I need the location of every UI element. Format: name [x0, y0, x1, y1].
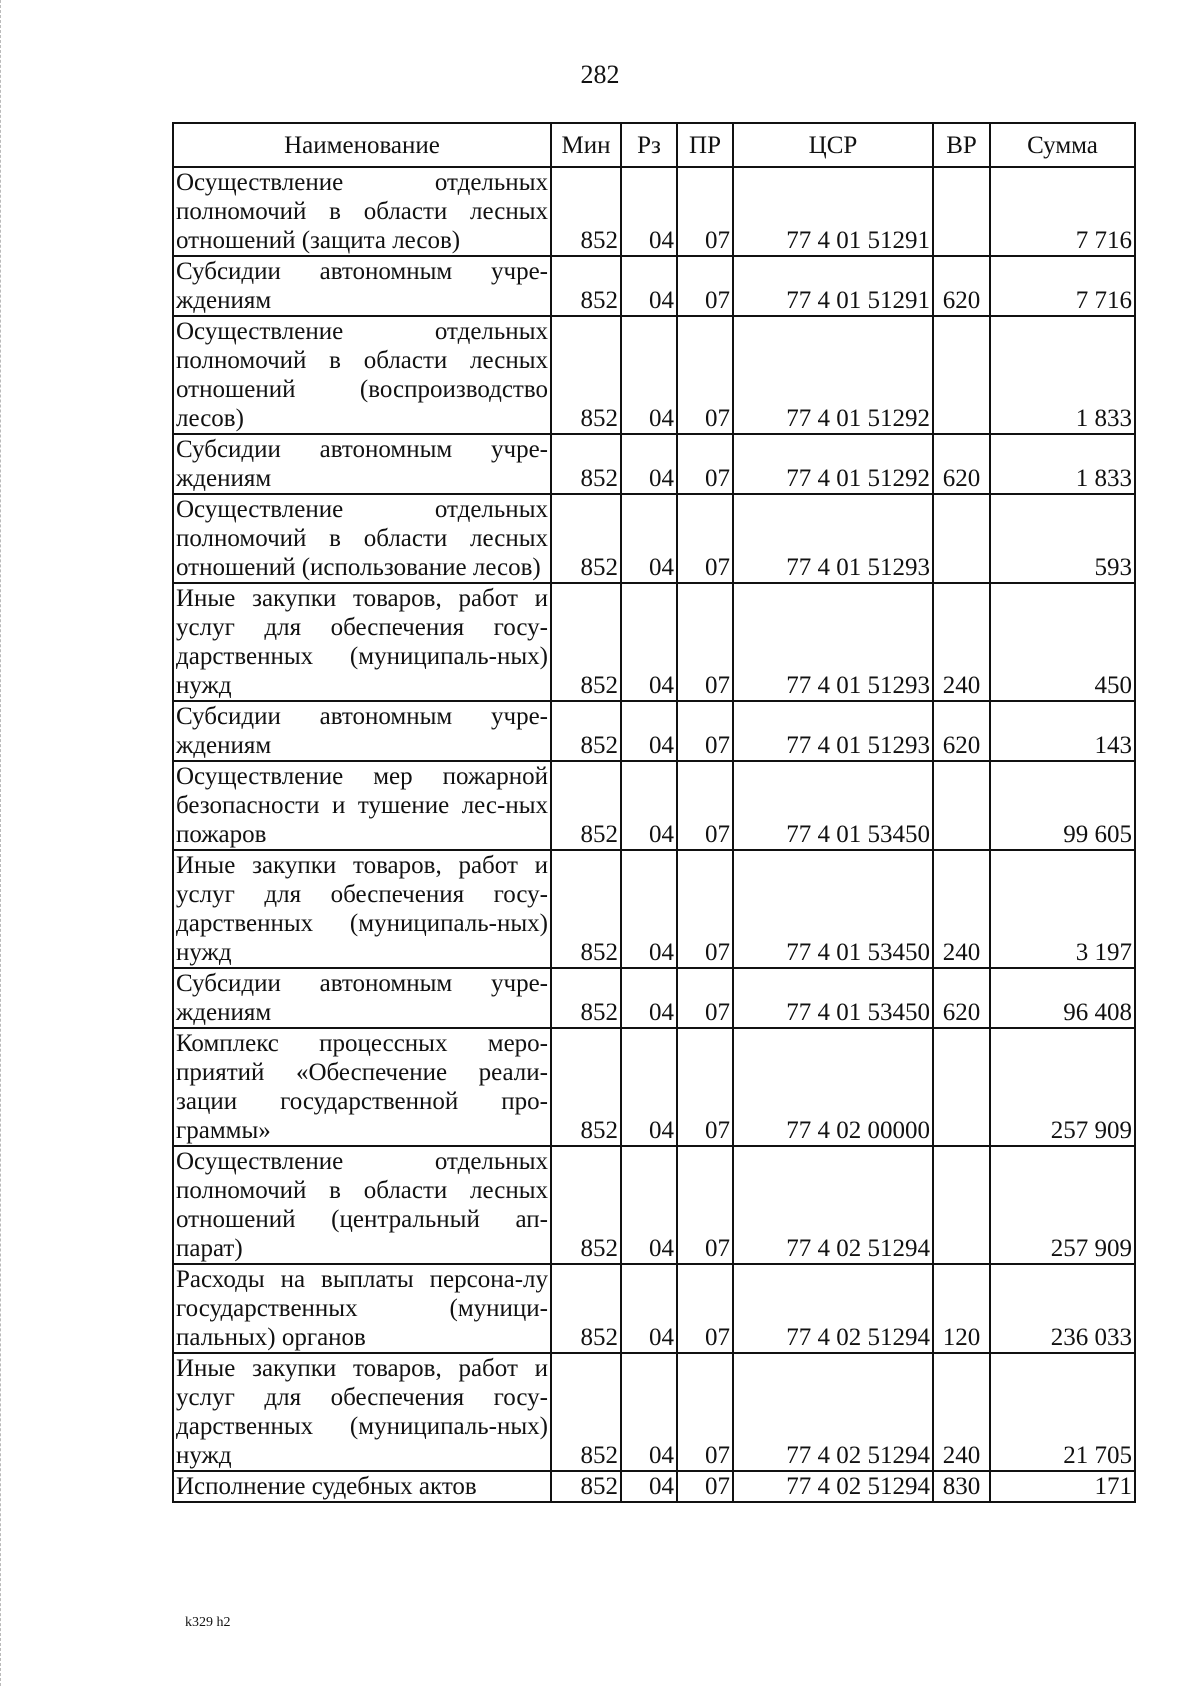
- cell-name: Субсидии автономным учре-ждениям: [173, 701, 551, 761]
- cell-sum: 593: [990, 494, 1135, 583]
- cell-vr: 240: [933, 1353, 990, 1471]
- budget-table: [172, 122, 1136, 1503]
- cell-rz: 04: [621, 701, 677, 761]
- header-min: Мин: [551, 123, 621, 167]
- table-row: [173, 1146, 1135, 1264]
- cell-pr: 07: [677, 1353, 733, 1471]
- cell-rz: 04: [621, 1471, 677, 1502]
- cell-min: 852: [551, 1471, 621, 1502]
- cell-pr: 07: [677, 1146, 733, 1264]
- cell-min: 852: [551, 1353, 621, 1471]
- table-row: [173, 494, 1135, 583]
- cell-csr: 77 4 01 53450: [733, 761, 933, 850]
- cell-csr: 77 4 01 51293: [733, 583, 933, 701]
- cell-rz: 04: [621, 761, 677, 850]
- cell-pr: 07: [677, 761, 733, 850]
- cell-vr: 240: [933, 583, 990, 701]
- cell-name: Субсидии автономным учре-ждениям: [173, 968, 551, 1028]
- footer-code: k329 h2: [185, 1615, 231, 1630]
- cell-vr: 240: [933, 850, 990, 968]
- table-row: [173, 583, 1135, 701]
- cell-name: Комплекс процессных меро-приятий «Обеспечение реали-зации государственной про-граммы»: [173, 1028, 551, 1146]
- cell-min: 852: [551, 1146, 621, 1264]
- cell-pr: 07: [677, 1028, 733, 1146]
- cell-rz: 04: [621, 256, 677, 316]
- header-pr: ПР: [677, 123, 733, 167]
- cell-min: 852: [551, 316, 621, 434]
- cell-sum: 99 605: [990, 761, 1135, 850]
- cell-vr: [933, 494, 990, 583]
- table-row: [173, 167, 1135, 256]
- cell-csr: 77 4 01 51293: [733, 494, 933, 583]
- cell-sum: 21 705: [990, 1353, 1135, 1471]
- cell-sum: 143: [990, 701, 1135, 761]
- cell-name: Субсидии автономным учре-ждениям: [173, 434, 551, 494]
- cell-sum: 450: [990, 583, 1135, 701]
- cell-rz: 04: [621, 1353, 677, 1471]
- cell-pr: 07: [677, 494, 733, 583]
- cell-name: Иные закупки товаров, работ и услуг для обеспечения госу-дарственных (муниципаль-ных) нужд: [173, 1353, 551, 1471]
- cell-pr: 07: [677, 167, 733, 256]
- header-csr: ЦСР: [733, 123, 933, 167]
- cell-rz: 04: [621, 1146, 677, 1264]
- cell-pr: 07: [677, 968, 733, 1028]
- cell-sum: 1 833: [990, 316, 1135, 434]
- cell-min: 852: [551, 256, 621, 316]
- cell-vr: 620: [933, 434, 990, 494]
- cell-sum: 171: [990, 1471, 1135, 1502]
- cell-pr: 07: [677, 316, 733, 434]
- cell-sum: 7 716: [990, 256, 1135, 316]
- table-body: [173, 167, 1135, 1502]
- cell-name: Осуществление мер пожарной безопасности и тушение лес-ных пожаров: [173, 761, 551, 850]
- cell-rz: 04: [621, 968, 677, 1028]
- table-row: [173, 1028, 1135, 1146]
- cell-rz: 04: [621, 583, 677, 701]
- cell-vr: [933, 316, 990, 434]
- cell-csr: 77 4 01 53450: [733, 968, 933, 1028]
- cell-csr: 77 4 01 51291: [733, 256, 933, 316]
- cell-min: 852: [551, 1264, 621, 1353]
- table-row: [173, 1353, 1135, 1471]
- cell-csr: 77 4 01 51291: [733, 167, 933, 256]
- cell-min: 852: [551, 583, 621, 701]
- header-vr: ВР: [933, 123, 990, 167]
- cell-csr: 77 4 01 51293: [733, 701, 933, 761]
- cell-rz: 04: [621, 167, 677, 256]
- cell-vr: 120: [933, 1264, 990, 1353]
- cell-rz: 04: [621, 434, 677, 494]
- cell-csr: 77 4 02 51294: [733, 1264, 933, 1353]
- cell-vr: [933, 1028, 990, 1146]
- cell-name: Иные закупки товаров, работ и услуг для обеспечения госу-дарственных (муниципаль-ных) нужд: [173, 850, 551, 968]
- table-header: [173, 123, 1135, 167]
- cell-rz: 04: [621, 316, 677, 434]
- cell-sum: 7 716: [990, 167, 1135, 256]
- cell-min: 852: [551, 850, 621, 968]
- table-row: [173, 850, 1135, 968]
- cell-name: Осуществление отдельных полномочий в области лесных отношений (центральный ап-парат): [173, 1146, 551, 1264]
- cell-sum: 257 909: [990, 1146, 1135, 1264]
- table-row: [173, 968, 1135, 1028]
- cell-csr: 77 4 02 51294: [733, 1353, 933, 1471]
- table-row: [173, 1471, 1135, 1502]
- table-row: [173, 701, 1135, 761]
- cell-min: 852: [551, 494, 621, 583]
- cell-pr: 07: [677, 850, 733, 968]
- table-row: [173, 434, 1135, 494]
- cell-name: Иные закупки товаров, работ и услуг для обеспечения госу-дарственных (муниципаль-ных) нужд: [173, 583, 551, 701]
- header-sum: Сумма: [990, 123, 1135, 167]
- cell-vr: 620: [933, 701, 990, 761]
- cell-sum: 3 197: [990, 850, 1135, 968]
- cell-min: 852: [551, 968, 621, 1028]
- page-edge: [0, 0, 2, 1686]
- cell-sum: 257 909: [990, 1028, 1135, 1146]
- cell-vr: 620: [933, 256, 990, 316]
- header-name: Наименование: [173, 123, 551, 167]
- cell-min: 852: [551, 1028, 621, 1146]
- cell-pr: 07: [677, 701, 733, 761]
- cell-vr: [933, 1146, 990, 1264]
- cell-sum: 236 033: [990, 1264, 1135, 1353]
- cell-csr: 77 4 01 53450: [733, 850, 933, 968]
- cell-name: Исполнение судебных актов: [173, 1471, 551, 1502]
- cell-name: Расходы на выплаты персона-лу государственных (муници-пальных) органов: [173, 1264, 551, 1353]
- table-row: [173, 316, 1135, 434]
- cell-pr: 07: [677, 434, 733, 494]
- cell-csr: 77 4 02 00000: [733, 1028, 933, 1146]
- cell-name: Субсидии автономным учре-ждениям: [173, 256, 551, 316]
- cell-csr: 77 4 02 51294: [733, 1146, 933, 1264]
- page-number: 282: [580, 60, 620, 89]
- cell-min: 852: [551, 167, 621, 256]
- header-rz: Рз: [621, 123, 677, 167]
- cell-vr: [933, 761, 990, 850]
- cell-csr: 77 4 01 51292: [733, 434, 933, 494]
- cell-vr: 830: [933, 1471, 990, 1502]
- cell-min: 852: [551, 434, 621, 494]
- header-row: [173, 123, 1135, 167]
- cell-rz: 04: [621, 494, 677, 583]
- cell-pr: 07: [677, 1471, 733, 1502]
- cell-vr: [933, 167, 990, 256]
- cell-csr: 77 4 01 51292: [733, 316, 933, 434]
- cell-min: 852: [551, 701, 621, 761]
- cell-rz: 04: [621, 850, 677, 968]
- cell-pr: 07: [677, 256, 733, 316]
- cell-pr: 07: [677, 1264, 733, 1353]
- table-row: [173, 1264, 1135, 1353]
- cell-csr: 77 4 02 51294: [733, 1471, 933, 1502]
- cell-vr: 620: [933, 968, 990, 1028]
- cell-rz: 04: [621, 1028, 677, 1146]
- cell-name: Осуществление отдельных полномочий в области лесных отношений (использование лесов): [173, 494, 551, 583]
- cell-name: Осуществление отдельных полномочий в области лесных отношений (защита лесов): [173, 167, 551, 256]
- cell-min: 852: [551, 761, 621, 850]
- cell-sum: 96 408: [990, 968, 1135, 1028]
- cell-name: Осуществление отдельных полномочий в области лесных отношений (воспроизводство лесов): [173, 316, 551, 434]
- cell-rz: 04: [621, 1264, 677, 1353]
- cell-sum: 1 833: [990, 434, 1135, 494]
- table-row: [173, 256, 1135, 316]
- table-row: [173, 761, 1135, 850]
- cell-pr: 07: [677, 583, 733, 701]
